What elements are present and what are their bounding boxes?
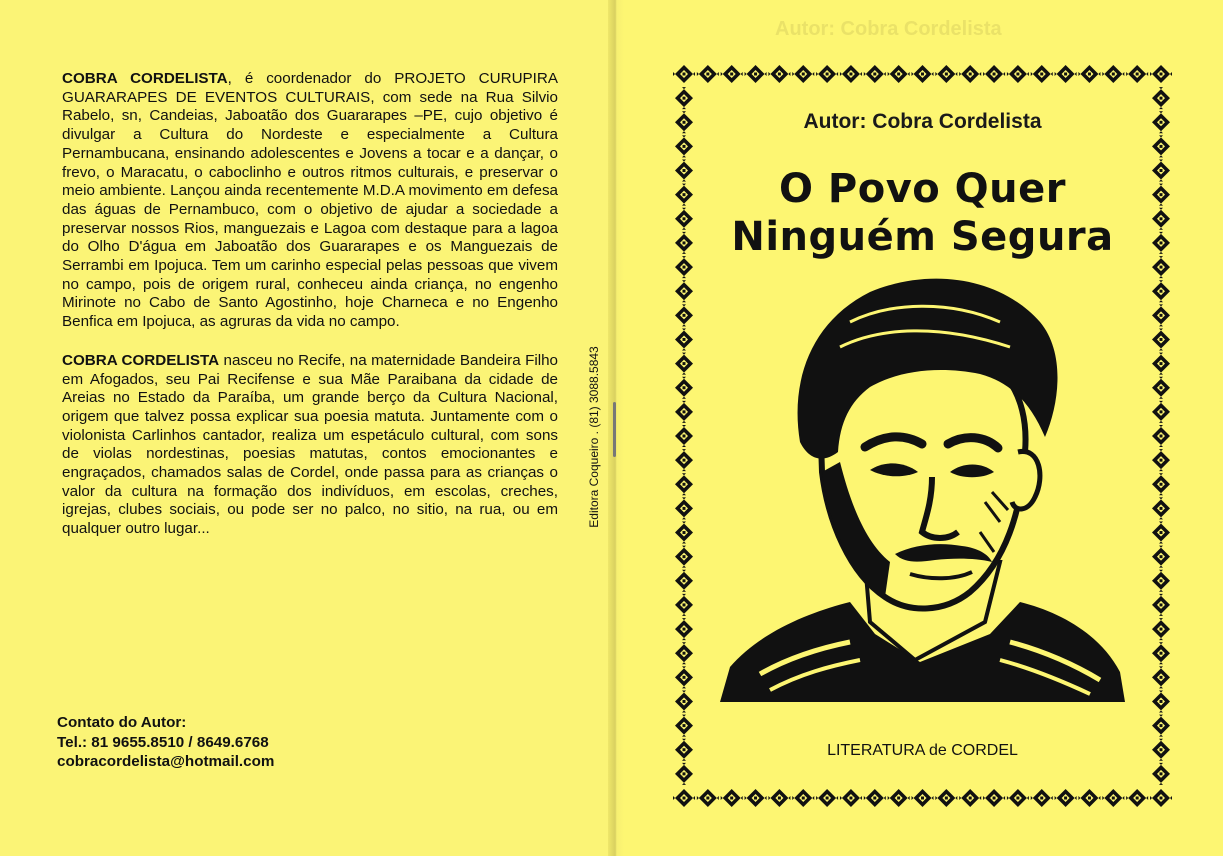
border-motif	[1152, 184, 1170, 206]
border-motif	[959, 789, 981, 807]
border-motif	[1152, 401, 1170, 423]
border-motif	[959, 65, 981, 83]
border-motif	[1126, 65, 1148, 83]
border-motif	[1102, 65, 1124, 83]
border-motif	[1152, 473, 1170, 495]
border-motif	[675, 328, 693, 350]
border-motif	[1152, 690, 1170, 712]
border-motif	[1152, 111, 1170, 133]
border-motif	[745, 65, 767, 83]
contact-heading: Contato do Autor:	[57, 714, 187, 731]
staple	[613, 402, 616, 457]
border-motif	[673, 65, 695, 83]
border-motif	[1150, 789, 1172, 807]
border-motif	[1152, 87, 1170, 109]
border-motif	[675, 232, 693, 254]
border-motif	[675, 353, 693, 375]
border-motif	[1007, 65, 1029, 83]
cover-footer-label: LITERATURA de CORDEL	[827, 742, 1018, 759]
border-motif	[1152, 232, 1170, 254]
border-motif	[675, 208, 693, 230]
border-motif	[1152, 546, 1170, 568]
border-motif	[816, 65, 838, 83]
border-motif	[816, 789, 838, 807]
bio-text-1: , é coordenador do PROJETO CURUPIRA GUARARAPES DE EVENTOS CULTURAIS, com sede na Rua Silvio Rabelo, sn, Candeias, Jaboatão dos Guararapes –PE, cujo objetivo é divulgar a Cultura do Nordeste e especialmente a Cultura Pernambucana, ensinando adolescentes e Jovens a tocar e a dançar, o frevo, o Maracatu, o caboclinho e outros ritmos culturais, e preservar o meio ambiente. Lançou ainda recentemente M.D.A movimento em defesa das águas de Pernambuco, com o objetivo de ajudar a sociedade a preservar nossos Rios, manguezais e Lagoa com destaque para a lagoa do Olho D'água em Jaboatão dos Guararapes e os Manguezais de Serrambi em Ipojuca. Tem um carinho especial pelas pessoas que vivem no campo, pois de origem rural, conheceu ainda criança, no engenho Mirinote no Cabo de Santo Agostinho, hoje Charneca e no Engenho Benfica em Ipojuca, as agruras da vida no campo.	[62, 70, 558, 331]
border-motif	[1152, 618, 1170, 640]
cover-title-line-2: Ninguém Segura	[731, 214, 1114, 260]
border-motif	[935, 65, 957, 83]
border-motif	[675, 546, 693, 568]
border-motif	[1152, 570, 1170, 592]
border-motif	[675, 618, 693, 640]
border-motif	[1152, 160, 1170, 182]
border-motif	[675, 184, 693, 206]
publisher-imprint: Editora Coqueiro . (81) 3088.5843	[587, 346, 601, 528]
border-motif	[675, 280, 693, 302]
border-motif	[745, 789, 767, 807]
border-motif	[1152, 304, 1170, 326]
border-motif	[840, 789, 862, 807]
author-contact	[57, 713, 274, 772]
cover-title-line-1: O Povo Quer	[778, 166, 1067, 212]
border-motif	[675, 522, 693, 544]
border-motif	[675, 425, 693, 447]
border-motif	[1152, 739, 1170, 761]
border-motif	[675, 111, 693, 133]
bio-paragraph-1	[62, 70, 558, 332]
border-motif	[768, 65, 790, 83]
border-motif	[675, 594, 693, 616]
border-motif	[675, 739, 693, 761]
bio-paragraph-2	[62, 352, 558, 539]
border-motif	[1152, 763, 1170, 785]
border-motif	[768, 789, 790, 807]
border-motif	[697, 65, 719, 83]
border-motif	[1031, 789, 1053, 807]
border-motif	[1152, 425, 1170, 447]
border-motif	[840, 65, 862, 83]
border-motif	[675, 497, 693, 519]
border-motif	[1102, 789, 1124, 807]
border-motif	[675, 401, 693, 423]
border-motif	[675, 256, 693, 278]
border-motif	[1152, 328, 1170, 350]
border-motif	[675, 642, 693, 664]
border-motif	[983, 65, 1005, 83]
border-motif	[675, 377, 693, 399]
border-motif	[935, 789, 957, 807]
border-motif	[1007, 789, 1029, 807]
border-motif	[675, 690, 693, 712]
border-motif	[675, 87, 693, 109]
border-motif	[1078, 65, 1100, 83]
border-motif	[912, 65, 934, 83]
border-motif	[1078, 789, 1100, 807]
border-motif	[1055, 789, 1077, 807]
border-motif	[1152, 256, 1170, 278]
bio-lead-1: COBRA CORDELISTA	[62, 70, 228, 87]
border-motif	[675, 135, 693, 157]
border-motif	[675, 570, 693, 592]
border-motif	[1152, 449, 1170, 471]
man-portrait-icon	[700, 262, 1140, 732]
border-motif	[1152, 280, 1170, 302]
border-motif	[675, 715, 693, 737]
contact-phone: Tel.: 81 9655.8510 / 8649.6768	[57, 733, 269, 751]
border-motif	[888, 65, 910, 83]
border-motif	[721, 789, 743, 807]
border-motif	[675, 449, 693, 471]
cover-author: Autor: Cobra Cordelista	[803, 110, 1042, 133]
author-bio	[62, 70, 558, 559]
border-motif	[1031, 65, 1053, 83]
border-motif	[675, 160, 693, 182]
contact-email: cobracordelista@hotmail.com	[57, 753, 275, 770]
border-motif	[675, 473, 693, 495]
border-motif	[675, 666, 693, 688]
border-motif	[1152, 594, 1170, 616]
spine-fold	[608, 0, 624, 856]
border-motif	[1126, 789, 1148, 807]
border-motif	[1152, 353, 1170, 375]
border-motif	[675, 304, 693, 326]
border-motif	[864, 789, 886, 807]
border-motif	[697, 789, 719, 807]
border-motif	[1150, 65, 1172, 83]
border-motif	[1152, 642, 1170, 664]
bio-lead-2: COBRA CORDELISTA	[62, 351, 220, 369]
border-motif	[983, 789, 1005, 807]
border-motif	[792, 789, 814, 807]
border-motif	[1152, 377, 1170, 399]
border-motif	[675, 763, 693, 785]
border-motif	[792, 65, 814, 83]
border-motif	[1152, 522, 1170, 544]
border-motif	[673, 789, 695, 807]
border-motif	[721, 65, 743, 83]
border-motif	[1152, 208, 1170, 230]
border-motif	[1152, 497, 1170, 519]
border-motif	[864, 65, 886, 83]
border-motif	[912, 789, 934, 807]
border-motif	[888, 789, 910, 807]
border-motif	[1152, 715, 1170, 737]
border-motif	[1152, 666, 1170, 688]
border-motif	[1152, 135, 1170, 157]
bio-text-2: nasceu no Recife, na maternidade Bandeira Filho em Afogados, seu Pai Recifense e sua Mãe Paraibana da cidade de Areias no Estado da Paraíba, um grande berço da Cultura Nacional, origem que talvez possa explicar sua poesia matuta. Juntamente com o violonista Carlinhos cantador, realiza um espetáculo cultural, com sons de violas nordestinas, poesias matutas, contos emocionantes e engraçados, chamados salas de Cordel, onde passa para as crianças o valor da cultura na formação dos indivíduos, em escolas, creches, igrejas, clubes sociais, ou pode ser no palco, no sitio, na rua, ou em qualquer outro lugar...	[62, 351, 558, 538]
border-motif	[1055, 65, 1077, 83]
bleed-through-text: Autor: Cobra Cordelista	[775, 18, 1002, 40]
